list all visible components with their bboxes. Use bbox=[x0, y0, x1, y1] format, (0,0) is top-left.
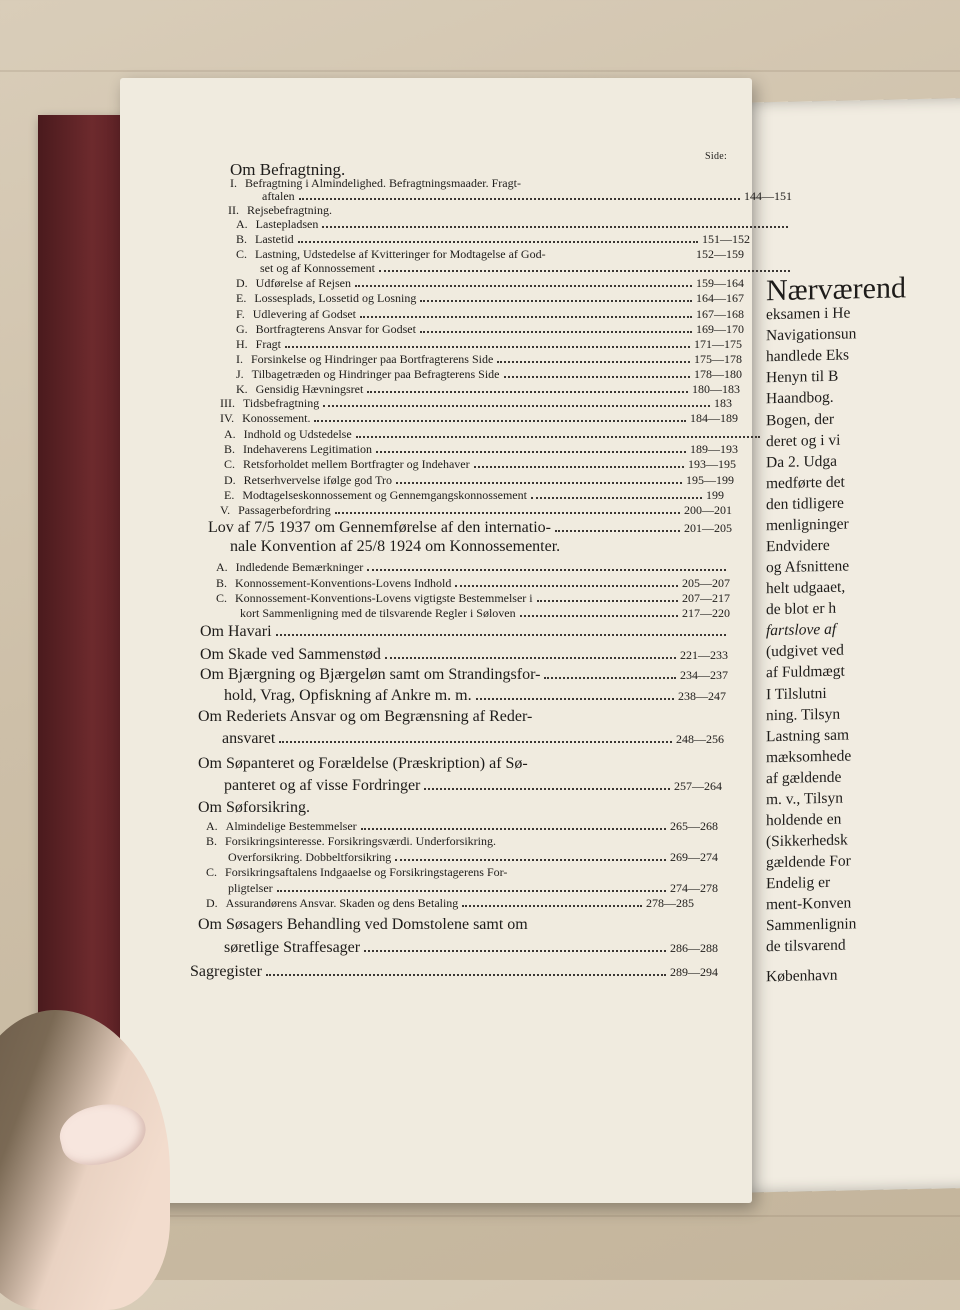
toc-entry-title: Lastetid bbox=[255, 232, 294, 246]
dot-leader bbox=[314, 415, 686, 421]
dot-leader bbox=[355, 280, 692, 286]
toc-entry-pages: 257—264 bbox=[674, 779, 722, 793]
toc-entry-number: K. bbox=[236, 382, 248, 396]
right-page-line: København bbox=[766, 966, 838, 986]
toc-entry bbox=[228, 850, 718, 865]
toc-entry bbox=[236, 367, 742, 382]
right-page-line: medførte det bbox=[766, 473, 845, 493]
toc-entry bbox=[198, 755, 724, 773]
toc-entry-title: Passagerbefordring bbox=[238, 503, 331, 517]
dot-leader bbox=[420, 326, 692, 332]
dot-leader bbox=[462, 900, 642, 906]
toc-entry-pages: 201—205 bbox=[684, 521, 732, 535]
toc-entry bbox=[220, 411, 738, 426]
toc-entry-title: Om Søpanteret og Forældelse (Præskription) af Sø- bbox=[198, 755, 528, 772]
toc-entry bbox=[216, 591, 730, 606]
toc-entry-number: IV. bbox=[220, 411, 235, 425]
right-page-line: de blot er h bbox=[766, 599, 837, 619]
toc-entry-number: G. bbox=[236, 322, 248, 336]
toc-entry-number: D. bbox=[236, 276, 248, 290]
toc-entry-pages: 207—217 bbox=[682, 591, 730, 605]
toc-entry-pages: 265—268 bbox=[670, 819, 718, 833]
dot-leader bbox=[364, 944, 666, 952]
dot-leader bbox=[367, 564, 726, 570]
dot-leader bbox=[544, 671, 676, 679]
dot-leader bbox=[277, 885, 666, 891]
right-page-line: (udgivet ved bbox=[766, 641, 844, 661]
toc-entry-title: Om Bjærgning og Bjærgeløn samt om Strandingsfor- bbox=[200, 666, 541, 683]
toc-entry-title: Udlevering af Godset bbox=[252, 307, 357, 321]
toc-entry-title: Lastning, Udstedelse af Kvitteringer for Modtagelse af God- bbox=[255, 247, 546, 261]
dot-leader bbox=[285, 341, 690, 347]
toc-entry-title: nale Konvention af 25/8 1924 om Konnossementer. bbox=[230, 538, 561, 555]
toc-entry bbox=[206, 896, 694, 911]
toc-entry bbox=[198, 916, 668, 934]
toc-entry bbox=[206, 865, 656, 880]
toc-entry-title: Lov af 7/5 1937 om Gennemførelse af den internatio- bbox=[208, 519, 551, 536]
toc-entry-number: C. bbox=[236, 247, 248, 261]
toc-entry-title: Tidsbefragtning bbox=[243, 396, 320, 410]
toc-entry-title: Konossement. bbox=[242, 411, 311, 425]
toc-entry-number: C. bbox=[216, 591, 228, 605]
toc-entry bbox=[216, 560, 730, 575]
toc-entry-title: Om Rederiets Ansvar og om Begrænsning af Reder- bbox=[198, 708, 533, 725]
dot-leader bbox=[474, 461, 684, 467]
dot-leader bbox=[376, 446, 686, 452]
toc-entry bbox=[216, 576, 730, 591]
toc-entry-number: C. bbox=[206, 865, 218, 879]
right-page-line: af Fuldmægt bbox=[766, 662, 845, 682]
toc-entry-pages: 169—170 bbox=[696, 322, 744, 336]
dot-leader bbox=[379, 265, 790, 271]
toc-entry-pages: 286—288 bbox=[670, 941, 718, 955]
toc-entry-pages: 178—180 bbox=[694, 367, 742, 381]
toc-entry-pages: 278—285 bbox=[646, 896, 694, 910]
toc-entry bbox=[236, 337, 742, 352]
toc-entry-title: Om Skade ved Sammenstød bbox=[200, 646, 381, 663]
toc-entry bbox=[236, 322, 744, 337]
toc-entry-pages: 248—256 bbox=[676, 732, 724, 746]
toc-entry-title: Indledende Bemærkninger bbox=[235, 560, 364, 574]
right-page-line: Nærværend bbox=[766, 271, 906, 308]
toc-entry-number: III. bbox=[220, 396, 235, 410]
dot-leader bbox=[335, 507, 680, 513]
toc-entry-title: Indhold og Udstedelse bbox=[243, 427, 352, 441]
dot-leader bbox=[279, 735, 672, 743]
dot-leader bbox=[396, 477, 682, 483]
toc-entry bbox=[220, 396, 732, 411]
toc-entry bbox=[206, 819, 718, 834]
toc-entry-title: Tilbagetræden og Hindringer paa Befragterens Side bbox=[251, 367, 500, 381]
dot-leader bbox=[323, 400, 710, 406]
toc-entry-title: Assurandørens Ansvar. Skaden og dens Betaling bbox=[225, 896, 459, 910]
toc-entry-title: set og af Konnossement bbox=[260, 261, 375, 275]
right-page-line: den tidligere bbox=[766, 494, 844, 514]
toc-entry-pages: 164—167 bbox=[696, 291, 744, 305]
toc-entry bbox=[224, 488, 724, 503]
dot-leader bbox=[361, 823, 666, 829]
toc-entry bbox=[228, 203, 792, 218]
toc-entry-pages: 171—175 bbox=[694, 337, 742, 351]
toc-entry bbox=[224, 777, 722, 795]
right-page-line: Endvidere bbox=[766, 536, 830, 556]
toc-entry-title: Overforsikring. Dobbeltforsikring bbox=[228, 850, 392, 864]
toc-entry-title: Retserhvervelse ifølge god Tro bbox=[243, 473, 392, 487]
dot-leader bbox=[424, 782, 670, 790]
book-cover-spine bbox=[38, 115, 128, 1090]
toc-entry-title: Befragtning i Almindelighed. Befragtningsmaader. Fragt- bbox=[245, 176, 521, 190]
toc-entry bbox=[236, 276, 744, 291]
dot-leader bbox=[367, 386, 688, 392]
toc-entry-pages: 189—193 bbox=[690, 442, 738, 456]
toc-entry-pages: 217—220 bbox=[682, 606, 730, 620]
right-page-line: Lastning sam bbox=[766, 726, 850, 746]
toc-entry bbox=[236, 307, 744, 322]
toc-entry bbox=[200, 666, 728, 684]
toc-entry-number: F. bbox=[236, 307, 245, 321]
dot-leader bbox=[531, 492, 702, 498]
toc-entry-title: panteret og af visse Fordringer bbox=[224, 777, 421, 794]
right-page-line: holdende en bbox=[766, 810, 842, 830]
toc-entry-title: hold, Vrag, Opfiskning af Ankre m. m. bbox=[224, 687, 472, 704]
toc-entry-pages: 184—189 bbox=[690, 411, 738, 425]
right-page-line: (Sikkerhedsk bbox=[766, 831, 848, 851]
toc-entry bbox=[224, 427, 764, 442]
toc-entry-pages: 238—247 bbox=[678, 689, 726, 703]
toc-entry-title: Forsikringsaftalens Indgaaelse og Forsikringstagerens For- bbox=[225, 865, 508, 879]
page-column-label: Side: bbox=[705, 151, 728, 162]
toc-entry-title: Om Havari bbox=[200, 623, 272, 640]
toc-entry bbox=[198, 799, 638, 817]
toc-entry-title: Lossesplads, Lossetid og Losning bbox=[254, 291, 417, 305]
right-page-line: af gældende bbox=[766, 768, 842, 788]
toc-entry bbox=[262, 189, 792, 204]
right-page-line: ning. Tilsyn bbox=[766, 705, 841, 725]
toc-entry bbox=[208, 519, 732, 537]
right-page-line: Da 2. Udga bbox=[766, 452, 838, 472]
dot-leader bbox=[266, 968, 666, 976]
right-page-line: Sammenlignin bbox=[766, 915, 857, 935]
right-page-line: de tilsvarend bbox=[766, 936, 846, 956]
dot-leader bbox=[476, 692, 674, 700]
toc-entry bbox=[260, 261, 794, 276]
toc-entry-number: A. bbox=[216, 560, 228, 574]
toc-entry-number: II. bbox=[228, 203, 239, 217]
toc-entry bbox=[236, 217, 792, 232]
toc-entry-pages: 269—274 bbox=[670, 850, 718, 864]
toc-entry bbox=[224, 442, 738, 457]
toc-entry bbox=[236, 291, 744, 306]
toc-entry bbox=[224, 687, 726, 705]
toc-entry-title: Om Befragtning. bbox=[230, 160, 346, 179]
right-page-line: Navigationsun bbox=[766, 325, 857, 345]
toc-entry-title: Rejsebefragtning. bbox=[247, 203, 332, 217]
toc-entry bbox=[200, 623, 730, 641]
toc-entry-title: Forsinkelse og Hindringer paa Bortfragterens Side bbox=[251, 352, 494, 366]
toc-entry-number: A. bbox=[224, 427, 236, 441]
toc-entry-title: Om Søsagers Behandling ved Domstolene samt om bbox=[198, 916, 528, 933]
toc-entry-title: Konnossement-Konventions-Lovens Indhold bbox=[235, 576, 452, 590]
dot-leader bbox=[555, 524, 680, 532]
toc-entry-number: H. bbox=[236, 337, 248, 351]
right-page-line: Henyn til B bbox=[766, 367, 839, 387]
right-page-line: eksamen i He bbox=[766, 304, 851, 324]
toc-entry-title: kort Sammenligning med de tilsvarende Regler i Søloven bbox=[240, 606, 516, 620]
toc-entry-pages: 175—178 bbox=[694, 352, 742, 366]
toc-entry bbox=[230, 538, 730, 556]
toc-entry bbox=[206, 834, 658, 849]
dot-leader bbox=[322, 221, 788, 227]
dot-leader bbox=[356, 431, 760, 437]
toc-entry-pages: 180—183 bbox=[692, 382, 740, 396]
dot-leader bbox=[420, 295, 692, 301]
toc-entry bbox=[228, 881, 718, 896]
toc-entry-pages: 159—164 bbox=[696, 276, 744, 290]
toc-entry-title: Konnossement-Konventions-Lovens vigtigste Bestemmelser i bbox=[235, 591, 533, 605]
right-page-line: helt udgaaet, bbox=[766, 578, 846, 598]
right-page-line: gældende For bbox=[766, 852, 851, 872]
toc-entry-pages: 144—151 bbox=[744, 189, 792, 203]
right-page-line: I Tilslutni bbox=[766, 684, 827, 704]
toc-entry bbox=[190, 963, 718, 981]
toc-entry-pages: 234—237 bbox=[680, 668, 728, 682]
dot-leader bbox=[385, 651, 676, 659]
toc-entry bbox=[236, 382, 740, 397]
toc-entry-title: Lastepladsen bbox=[255, 217, 319, 231]
toc-entry-pages: 183 bbox=[714, 396, 732, 410]
right-page-line: Haandbog. bbox=[766, 388, 834, 408]
dot-leader bbox=[299, 193, 740, 199]
toc-entry bbox=[236, 247, 744, 262]
toc-entry-number: A. bbox=[236, 217, 248, 231]
toc-entry-pages: 199 bbox=[706, 488, 724, 502]
right-page-line: handlede Eks bbox=[766, 346, 850, 366]
toc-entry-number: I. bbox=[230, 176, 237, 190]
toc-entry bbox=[224, 457, 736, 472]
dot-leader bbox=[520, 610, 678, 616]
right-page-line: menligninger bbox=[766, 515, 849, 535]
toc-entry bbox=[224, 939, 718, 957]
toc-entry-title: Indehaverens Legitimation bbox=[243, 442, 372, 456]
left-page bbox=[120, 78, 792, 1203]
toc-entry bbox=[222, 730, 724, 748]
toc-entry-number: E. bbox=[236, 291, 247, 305]
toc-entry-title: Modtagelseskonnossement og Gennemgangskonnossement bbox=[242, 488, 527, 502]
toc-entry-title: søretlige Straffesager bbox=[224, 939, 361, 956]
toc-entry-title: Fragt bbox=[255, 337, 282, 351]
toc-entry bbox=[198, 708, 724, 726]
toc-entry bbox=[240, 606, 730, 621]
toc-entry-number: E. bbox=[224, 488, 235, 502]
toc-entry-title: aftalen bbox=[262, 189, 295, 203]
toc-entry-number: A. bbox=[206, 819, 218, 833]
toc-entry-title: Gensidig Hævningsret bbox=[255, 382, 364, 396]
toc-entry-number: I. bbox=[236, 352, 243, 366]
toc-entry-title: Sagregister bbox=[190, 963, 262, 980]
toc-entry-number: D. bbox=[224, 473, 236, 487]
toc-entry-pages: 152—159 bbox=[696, 247, 744, 261]
toc-entry-pages: 200—201 bbox=[684, 503, 732, 517]
right-page-line: Bogen, der bbox=[766, 410, 835, 430]
right-page-line: deret og i vi bbox=[766, 431, 841, 451]
dot-leader bbox=[455, 580, 678, 586]
right-page-line: og Afsnittene bbox=[766, 557, 850, 577]
right-page-line: m. v., Tilsyn bbox=[766, 789, 843, 809]
toc-entry-pages: 193—195 bbox=[688, 457, 736, 471]
toc-entry-pages: 167—168 bbox=[696, 307, 744, 321]
toc-entry-title: Almindelige Bestemmelser bbox=[225, 819, 357, 833]
toc-entry-number: D. bbox=[206, 896, 218, 910]
toc-entry-number: C. bbox=[224, 457, 236, 471]
toc-entry-pages: 205—207 bbox=[682, 576, 730, 590]
toc-entry bbox=[236, 232, 750, 247]
right-page-line: fartslove af bbox=[766, 620, 837, 640]
toc-entry-number: B. bbox=[224, 442, 236, 456]
toc-entry bbox=[220, 503, 732, 518]
toc-entry-title: Om Søforsikring. bbox=[198, 799, 310, 816]
toc-entry-pages: 274—278 bbox=[670, 881, 718, 895]
toc-entry-title: Forsikringsinteresse. Forsikringsværdi. Underforsikring. bbox=[225, 834, 496, 848]
toc-entry-title: ansvaret bbox=[222, 730, 276, 747]
dot-leader bbox=[504, 371, 691, 377]
toc-entry-title: Udførelse af Rejsen bbox=[255, 276, 351, 290]
right-page-line: Endelig er bbox=[766, 873, 831, 893]
toc-entry-pages: 151—152 bbox=[702, 232, 750, 246]
dot-leader bbox=[298, 236, 698, 242]
dot-leader bbox=[537, 595, 678, 601]
toc-entry-title: Bortfragterens Ansvar for Godset bbox=[255, 322, 416, 336]
toc-entry-number: J. bbox=[236, 367, 244, 381]
toc-entry bbox=[236, 352, 742, 367]
right-page-line: mæksomhede bbox=[766, 747, 852, 767]
toc-entry-title: Retsforholdet mellem Bortfragter og Indehaver bbox=[243, 457, 470, 471]
toc-entry bbox=[200, 646, 728, 664]
dot-leader bbox=[360, 311, 692, 317]
right-page-line: ment-Konven bbox=[766, 894, 852, 914]
dot-leader bbox=[276, 628, 726, 636]
toc-entry-pages: 289—294 bbox=[670, 965, 718, 979]
table-of-contents bbox=[120, 78, 792, 1203]
toc-entry-number: B. bbox=[236, 232, 248, 246]
dot-leader bbox=[497, 356, 690, 362]
toc-entry-title: pligtelser bbox=[228, 881, 273, 895]
dot-leader bbox=[395, 854, 666, 860]
toc-entry-pages: 195—199 bbox=[686, 473, 734, 487]
toc-entry-pages: 221—233 bbox=[680, 648, 728, 662]
toc-entry-number: B. bbox=[216, 576, 228, 590]
toc-entry bbox=[224, 473, 734, 488]
toc-entry-number: B. bbox=[206, 834, 218, 848]
toc-entry-number: V. bbox=[220, 503, 231, 517]
